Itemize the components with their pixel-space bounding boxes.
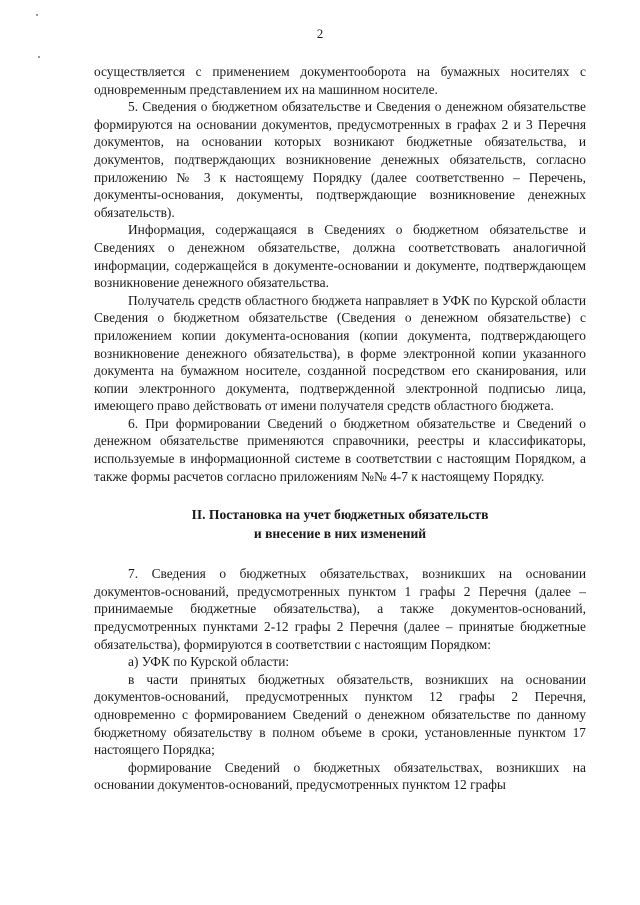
- paragraph-7: 7. Сведения о бюджетных обязательствах, возникших на основании документов-оснований, предусмотренных пунктом 1 графы 2 Перечня (далее – принимаемые бюджетные обязательства), а также документов-оснований, предусмотренных пунктами 2-12 графы 2 Перечня (далее – принятые бюджетные обязательства), формируются в соответствии с настоящим Порядком:: [94, 566, 586, 652]
- page-number: 2: [316, 26, 324, 41]
- document-body: [94, 63, 586, 794]
- paragraph-continuation: осуществляется с применением документооборота на бумажных носителях с одновременным представлением их на машинном носителе.: [94, 64, 586, 97]
- paragraph-5: 5. Сведения о бюджетном обязательстве и Сведения о денежном обязательстве формируются на основании документов, предусмотренных в графах 2 и 3 Перечня документов, на основании которых возникают бюджетные обязательства, и документов, подтверждающих возникновение денежных обязательств, согласно приложению № 3 к настоящему Порядку (далее соответственно – Перечень, документы-основания, документы, подтверждающие возникновение денежных обязательств).: [94, 99, 586, 220]
- section-heading-line2: и внесение в них изменений: [253, 526, 427, 542]
- scan-speck: [38, 56, 40, 58]
- scan-speck: [36, 14, 38, 16]
- paragraph-7a-1: в части принятых бюджетных обязательств, возникших на основании документов-оснований, предусмотренных пунктом 12 графы 2 Перечня, одновременно с формированием Сведений о денежном обязательстве по данному бюджетному обязательству в полном объеме в сроки, установленные пунктом 17 настоящего Порядка;: [94, 671, 586, 758]
- paragraph-information: Информация, содержащаяся в Сведениях о бюджетном обязательстве и Сведениях о денежном обязательстве, должна соответствовать аналогичной информации, содержащейся в документе-основании и документе, подтверждающем возникновение денежного обязательства.: [94, 222, 586, 291]
- paragraph-recipient: Получатель средств областного бюджета направляет в УФК по Курской области Сведения о бюджетном обязательстве (Сведения о денежном обязательстве) с приложением копии документа-основания (копии документа, подтверждающего возникновение денежного обязательства), в форме электронной копии указанного документа на бумажном носителе, созданной посредством его сканирования, или копии электронного документа, подтвержденной электронной подписью лица, имеющего право действовать от имени получателя средств областного бюджета.: [94, 292, 586, 414]
- paragraph-7a: а) УФК по Курской области:: [128, 654, 290, 670]
- paragraph-7a-2: формирование Сведений о бюджетных обязательствах, возникших на основании документов-оснований, предусмотренных пунктом 12 графы: [94, 759, 586, 793]
- section-heading-line1: II. Постановка на учет бюджетных обязательств: [191, 507, 489, 523]
- paragraph-6: 6. При формировании Сведений о бюджетном обязательстве и Сведений о денежном обязательстве применяются справочники, реестры и классификаторы, используемые в информационной системе в соответствии с настоящим Порядком, а также формы расчетов согласно приложениям №№ 4-7 к настоящему Порядку.: [94, 415, 586, 484]
- section-heading: [94, 505, 586, 543]
